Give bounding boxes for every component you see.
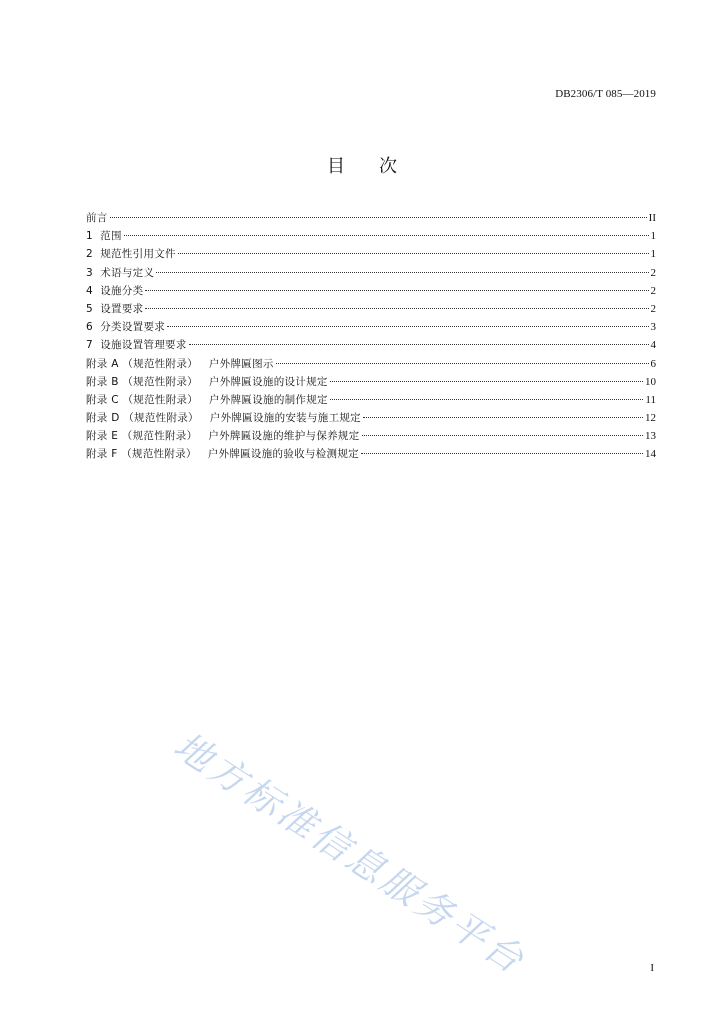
toc-entry-label: 附录 D （规范性附录） 户外牌匾设施的安装与施工规定: [86, 412, 361, 425]
toc-entry-page: 10: [645, 375, 656, 388]
toc-dot-leader: [330, 399, 644, 400]
toc-entry-label: 5 设置要求: [86, 302, 144, 315]
toc-entry-page: 2: [650, 266, 656, 279]
toc-entry[interactable]: [86, 245, 656, 263]
toc-entry[interactable]: [86, 427, 656, 445]
toc-entry-page: 1: [650, 248, 656, 261]
toc-dot-leader: [361, 453, 643, 454]
toc-entry-page: 3: [650, 321, 656, 334]
toc-entry-label: 附录 C （规范性附录） 户外牌匾设施的制作规定: [86, 393, 328, 406]
toc-entry-label: 附录 E （规范性附录） 户外牌匾设施的维护与保养规定: [86, 430, 360, 443]
watermark: 地方标准信息服务平台: [166, 723, 534, 984]
toc-entry-label: 4 设施分类: [86, 284, 144, 297]
toc-title: 目次: [327, 156, 431, 177]
toc-dot-leader: [178, 253, 649, 254]
toc-dot-leader: [167, 326, 648, 327]
toc-entry-page: 13: [645, 430, 656, 443]
toc-entry-page: II: [648, 212, 656, 224]
toc-entry[interactable]: [86, 336, 656, 354]
toc-entry[interactable]: [86, 282, 656, 300]
toc-entry[interactable]: [86, 264, 656, 282]
toc-entry-label: 3 术语与定义: [86, 266, 155, 279]
toc-entry[interactable]: [86, 391, 656, 409]
toc-dot-leader: [124, 235, 649, 236]
toc-dot-leader: [145, 308, 648, 309]
toc-entry-label: 附录 A （规范性附录） 户外牌匾图示: [86, 357, 274, 370]
toc-entry-page: 12: [645, 412, 656, 425]
toc-entry-label: 2 规范性引用文件: [86, 248, 176, 261]
toc-entry-page: 2: [650, 302, 656, 315]
toc-entry[interactable]: [86, 318, 656, 336]
toc-entry-label: 1 范围: [86, 230, 122, 243]
toc-dot-leader: [110, 217, 647, 218]
toc-entry-page: 11: [645, 393, 656, 406]
toc-entry-page: 14: [645, 448, 656, 461]
document-code: DB2306/T 085—2019: [555, 88, 656, 100]
toc-entry-page: 6: [650, 357, 656, 370]
toc-entry-label: 6 分类设置要求: [86, 321, 166, 334]
toc-entry[interactable]: [86, 355, 656, 373]
toc-dot-leader: [330, 381, 643, 382]
toc-dot-leader: [363, 417, 643, 418]
toc-entry[interactable]: [86, 409, 656, 427]
toc-entry[interactable]: [86, 445, 656, 463]
toc-entry[interactable]: [86, 300, 656, 318]
toc-entry-label: 前言: [86, 212, 108, 224]
toc-dot-leader: [362, 435, 643, 436]
toc-dot-leader: [145, 290, 648, 291]
toc-entry-page: 4: [650, 339, 656, 352]
page-number: I: [650, 962, 654, 974]
toc-dot-leader: [156, 272, 648, 273]
toc-entry-page: 1: [650, 230, 656, 243]
toc-entry-page: 2: [650, 284, 656, 297]
toc-entry-label: 附录 F （规范性附录） 户外牌匾设施的验收与检测规定: [86, 448, 359, 461]
toc-entry[interactable]: [86, 227, 656, 245]
toc-dot-leader: [189, 344, 649, 345]
toc-entry[interactable]: [86, 373, 656, 391]
toc-entry[interactable]: [86, 209, 656, 227]
toc-entry-label: 附录 B （规范性附录） 户外牌匾设施的设计规定: [86, 375, 328, 388]
toc-dot-leader: [276, 363, 649, 364]
toc-entry-label: 7 设施设置管理要求: [86, 339, 187, 352]
table-of-contents: [86, 209, 656, 464]
